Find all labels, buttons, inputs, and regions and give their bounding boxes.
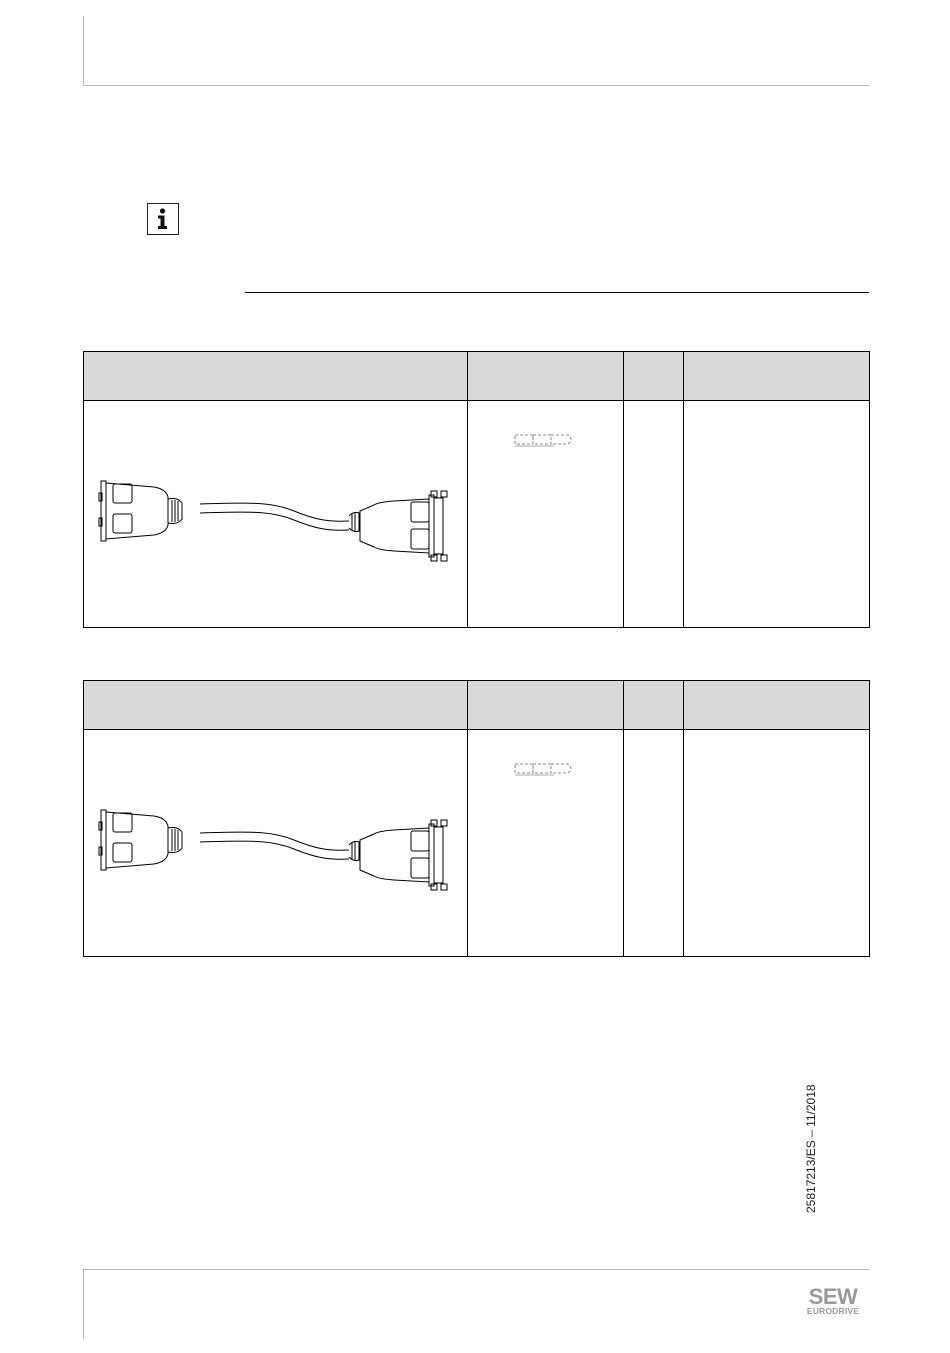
svg-text:SEW: SEW <box>808 1285 858 1309</box>
code-key-icon <box>514 431 578 449</box>
cable-drawing-cell <box>84 730 468 957</box>
quantity-cell <box>624 401 684 628</box>
cable-table-1 <box>83 351 870 628</box>
quantity-cell <box>624 730 684 957</box>
header-cell <box>468 352 624 401</box>
header-cell <box>624 352 684 401</box>
header-cell <box>84 681 468 730</box>
part-code-cell <box>468 401 624 628</box>
table-header-row <box>84 681 870 730</box>
notes-cell <box>684 401 870 628</box>
document-code: 25817213/ES – 11/2018 <box>804 1084 818 1213</box>
notes-cell <box>684 730 870 957</box>
cable-drawing-cell <box>84 401 468 628</box>
table-header-row <box>84 352 870 401</box>
info-icon <box>147 203 179 235</box>
table-row <box>84 730 870 957</box>
cable-table-2 <box>83 680 870 957</box>
code-key-icon <box>514 760 578 778</box>
svg-text:EURODRIVE: EURODRIVE <box>806 1306 860 1316</box>
header-cell <box>468 681 624 730</box>
header-cell <box>84 352 468 401</box>
part-code-cell <box>468 730 624 957</box>
header-divider-vertical <box>83 16 84 86</box>
header-cell <box>684 681 870 730</box>
footer-divider-vertical <box>83 1269 84 1339</box>
cable-assembly-illustration <box>84 401 468 622</box>
sew-eurodrive-logo <box>797 1285 869 1322</box>
section-rule <box>245 292 869 293</box>
table-row <box>84 401 870 628</box>
header-divider <box>83 85 869 86</box>
footer-divider <box>83 1269 869 1270</box>
header-cell <box>684 352 870 401</box>
cable-assembly-illustration <box>84 730 468 951</box>
header-cell <box>624 681 684 730</box>
